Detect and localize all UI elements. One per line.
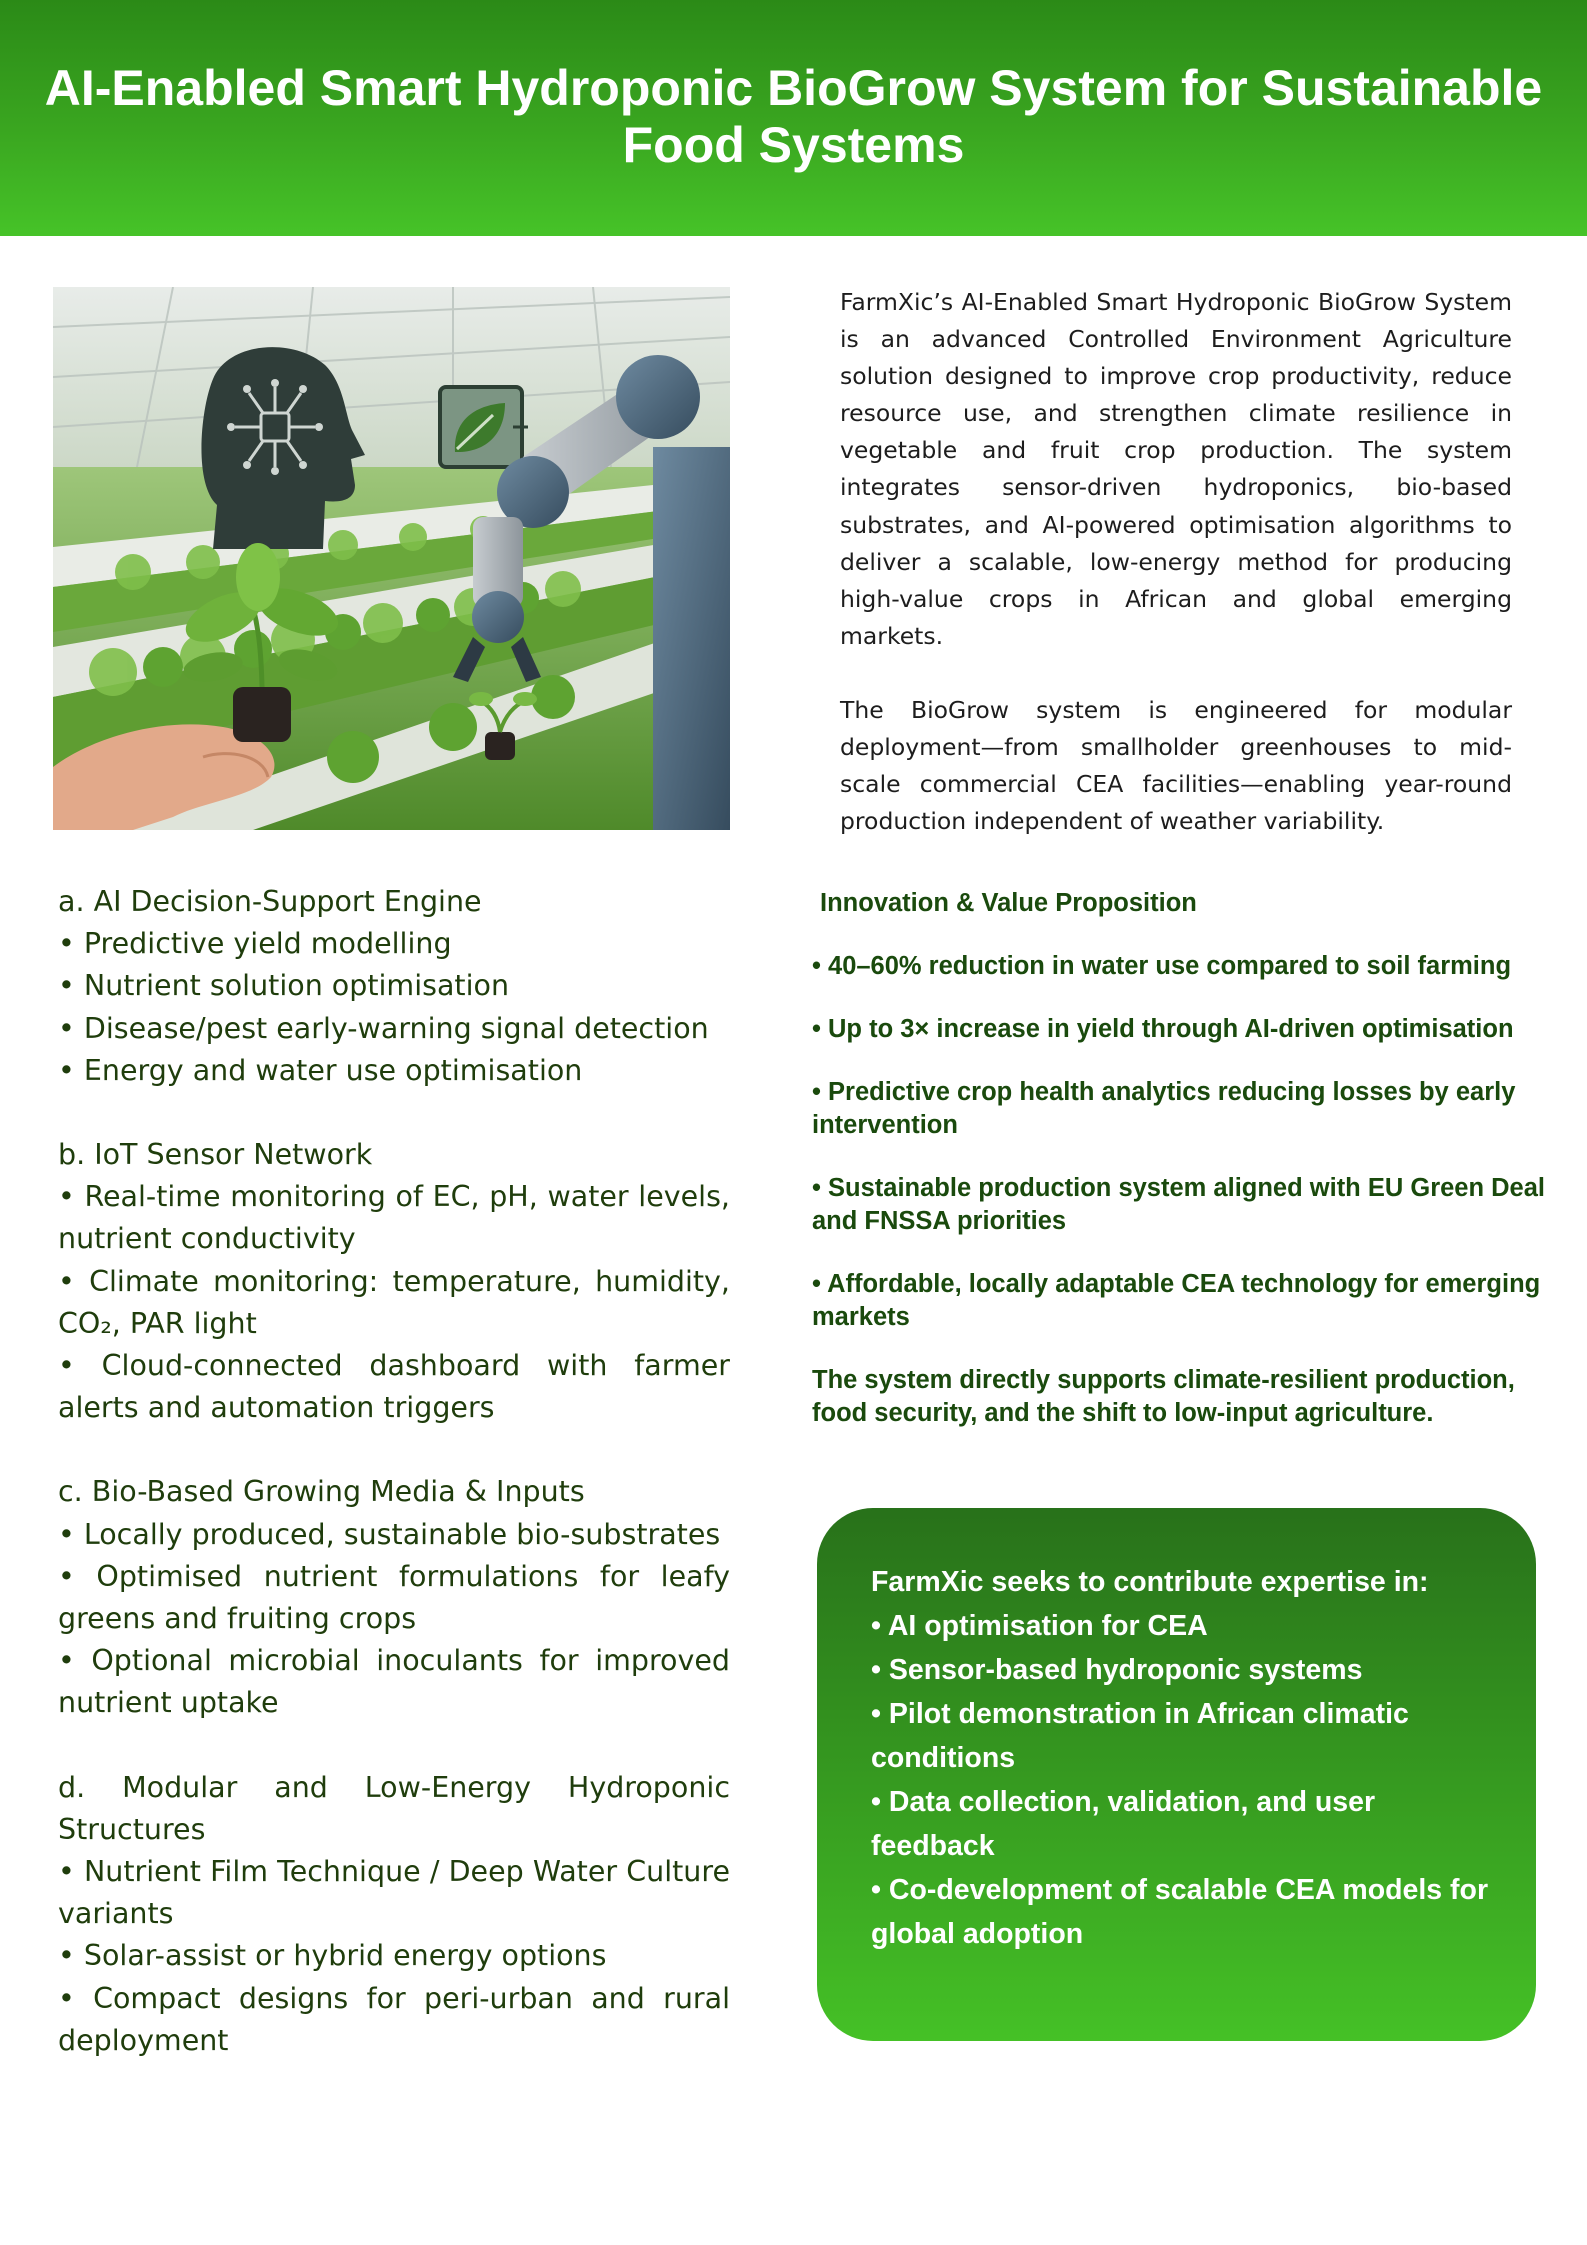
- list-item: • Solar-assist or hybrid energy options: [58, 1939, 607, 1973]
- callout-item: • AI optimisation for CEA: [871, 1610, 1208, 1642]
- section-title: a. AI Decision-Support Engine: [58, 885, 482, 918]
- section-title: b. IoT Sensor Network: [58, 1138, 373, 1172]
- section-ai-engine: [58, 881, 730, 1092]
- callout-title: FarmXic seeks to contribute expertise in:: [871, 1566, 1429, 1598]
- section-structures: [58, 1767, 730, 2062]
- section-growing-media: [58, 1471, 730, 1724]
- list-item: • Energy and water use optimisation: [58, 1053, 583, 1087]
- innovation-item: • 40–60% reduction in water use compared to soil farming: [812, 952, 1512, 980]
- list-item: • Real-time monitoring of EC, pH, water levels, nutrient conductivity: [58, 1180, 730, 1256]
- intro-paragraph: The BioGrow system is engineered for modular deployment—from smallholder greenhouses to mid-scale commercial CEA facilities—enabling year-round production independent of weather variability.: [840, 695, 1512, 836]
- innovation-title: Innovation & Value Proposition: [820, 889, 1197, 917]
- list-item: • Compact designs for peri-urban and rural deployment: [58, 1981, 730, 2057]
- list-item: • Optional microbial inoculants for improved nutrient uptake: [58, 1644, 730, 1720]
- callout-item: • Pilot demonstration in African climatic conditions: [871, 1698, 1409, 1774]
- innovation-column: [812, 887, 1572, 1430]
- page-header: [0, 0, 1587, 236]
- page-title: AI-Enabled Smart Hydroponic BioGrow System for Sustainable Food Systems: [44, 60, 1543, 173]
- innovation-item: • Predictive crop health analytics reducing losses by early intervention: [812, 1078, 1516, 1139]
- leaf-chip-icon: [440, 387, 528, 467]
- innovation-item: • Sustainable production system aligned with EU Green Deal and FNSSA priorities: [812, 1174, 1546, 1235]
- list-item: • Predictive yield modelling: [58, 927, 452, 961]
- list-item: • Climate monitoring: temperature, humidity, CO₂, PAR light: [58, 1264, 730, 1340]
- greenhouse-illustration: [53, 287, 730, 830]
- list-item: • Disease/pest early-warning signal detection: [58, 1011, 709, 1045]
- components-column: [58, 881, 730, 2104]
- hero-image: [53, 287, 730, 830]
- list-item: • Nutrient Film Technique / Deep Water Culture variants: [58, 1855, 730, 1931]
- section-iot-network: [58, 1134, 730, 1429]
- intro-paragraph: FarmXic’s AI-Enabled Smart Hydroponic BioGrow System is an advanced Controlled Environment Agriculture solution designed to improve crop productivity, reduce resource use, and strengthen climate resilience in vegetable and fruit crop production. The system integrates sensor-driven hydroponics, bio-based substrates, and AI-powered optimisation algorithms to deliver a scalable, low-energy method for producing high-value crops in African and global emerging markets.: [840, 288, 1512, 650]
- callout-item: • Data collection, validation, and user feedback: [871, 1786, 1376, 1862]
- expertise-callout: [817, 1508, 1536, 2041]
- innovation-item: • Up to 3× increase in yield through AI-driven optimisation: [812, 1015, 1514, 1043]
- innovation-item: • Affordable, locally adaptable CEA technology for emerging markets: [812, 1270, 1541, 1331]
- list-item: • Locally produced, sustainable bio-substrates: [58, 1517, 721, 1551]
- section-title: c. Bio-Based Growing Media & Inputs: [58, 1475, 585, 1509]
- innovation-closing: The system directly supports climate-resilient production, food security, and the shift to low-input agriculture.: [812, 1366, 1515, 1427]
- intro-text: [840, 284, 1512, 877]
- list-item: • Cloud-connected dashboard with farmer alerts and automation triggers: [58, 1349, 730, 1425]
- callout-item: • Co-development of scalable CEA models for global adoption: [871, 1874, 1489, 1950]
- callout-item: • Sensor-based hydroponic systems: [871, 1654, 1363, 1686]
- list-item: • Nutrient solution optimisation: [58, 969, 510, 1003]
- list-item: • Optimised nutrient formulations for leafy greens and fruiting crops: [58, 1559, 730, 1636]
- section-title: d. Modular and Low-Energy Hydroponic Structures: [58, 1770, 730, 1846]
